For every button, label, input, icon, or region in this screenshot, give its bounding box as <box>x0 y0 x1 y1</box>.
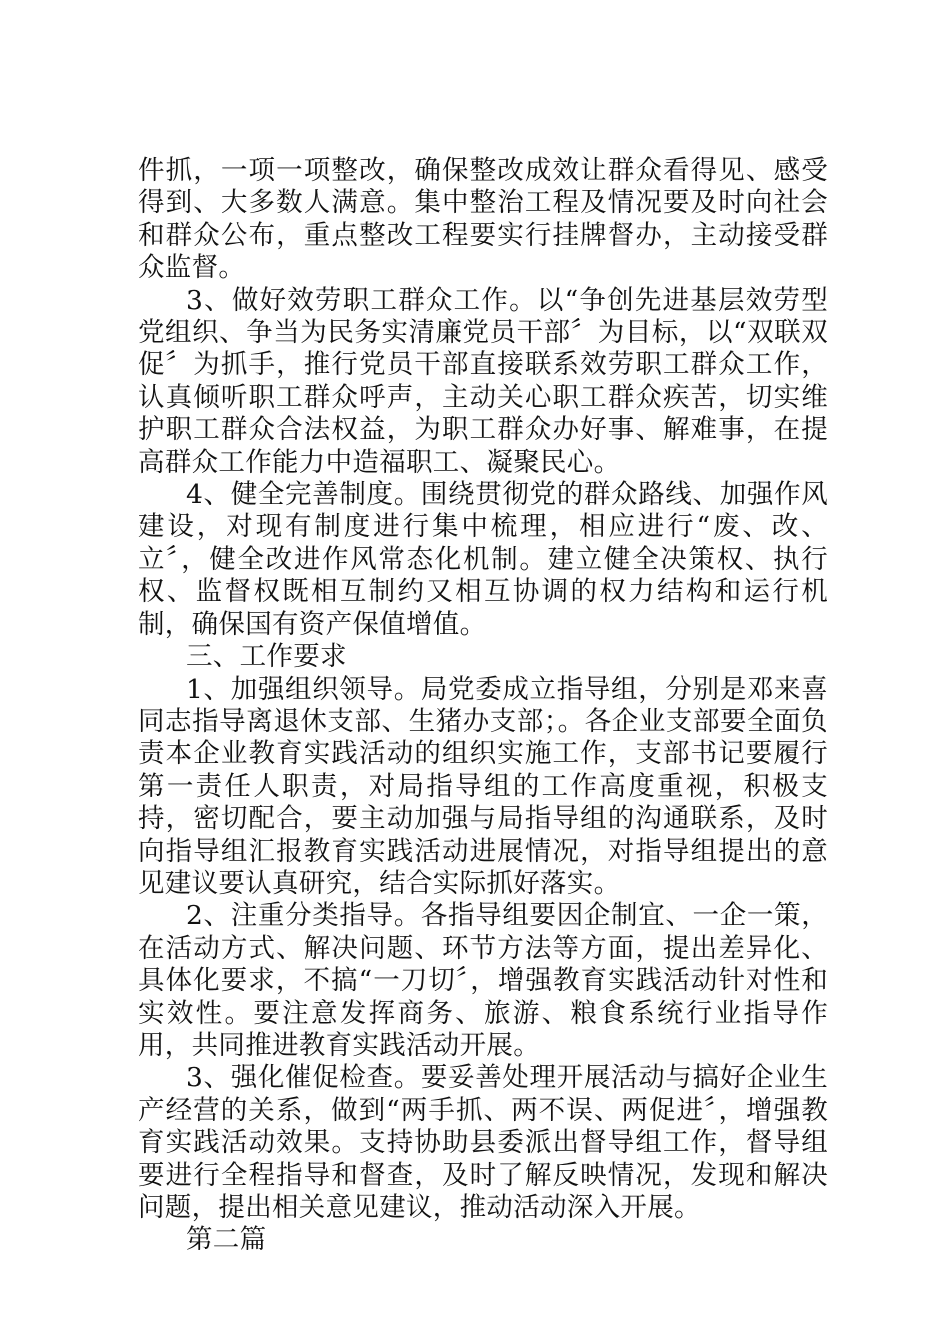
paragraph-serve-workers: 3、做好效劳职工群众工作。以“争创先进基层效劳型党组织、争当为民务实清廉党员干部〞为目标，以“双联双促〞为抓手，推行党员干部直接联系效劳职工群众工作，认真倾听职工群众呼声，主动关心职工群众疾苦，切实维护职工群众合法权益，为职工群众办好事、解难事，在提高群众工作能力中造福职工、凝聚民心。 <box>138 284 828 478</box>
paragraph-supervision-inspection: 3、强化催促检查。要妥善处理开展活动与搞好企业生产经营的关系，做到“两手抓、两不误、两促进〞，增强教育实践活动效果。支持协助县委派出督导组工作，督导组要进行全程指导和督查，及时了解反映情况，发现和解决问题，提出相关意见建议，推动活动深入开展。 <box>138 1062 828 1223</box>
document-page <box>138 155 828 1257</box>
paragraph-classified-guidance: 2、注重分类指导。各指导组要因企制宜、一企一策，在活动方式、解决问题、环节方法等方面，提出差异化、具体化要求，不搞“一刀切〞，增强教育实践活动针对性和实效性。要注意发挥商务、旅游、粮食系统行业指导作用，共同推进教育实践活动开展。 <box>138 900 828 1061</box>
paragraph-rectification: 件抓，一项一项整改，确保整改成效让群众看得见、感受得到、大多数人满意。集中整治工程及情况要及时向社会和群众公布，重点整改工程要实行挂牌督办，主动接受群众监督。 <box>138 155 828 284</box>
paragraph-organization-leadership: 1、加强组织领导。局党委成立指导组，分别是邓来喜同志指导离退休支部、生猪办支部；。各企业支部要全面负责本企业教育实践活动的组织实施工作，支部书记要履行第一责任人职责，对局指导组的工作高度重视，积极支持，密切配合，要主动加强与局指导组的沟通联系，及时向指导组汇报教育实践活动进展情况，对指导组提出的意见建议要认真研究，结合实际抓好落实。 <box>138 673 828 899</box>
section-heading-part-two: 第二篇 <box>186 1224 267 1256</box>
paragraph-improve-systems: 4、健全完善制度。围绕贯彻党的群众路线、加强作风建设，对现有制度进行集中梳理，相应进行“废、改、立〞，健全改进作风常态化机制。建立健全决策权、执行权、监督权既相互制约又相互协调的权力结构和运行机制，确保国有资产保值增值。 <box>138 479 828 640</box>
section-heading-work-requirements: 三、工作要求 <box>186 641 347 673</box>
